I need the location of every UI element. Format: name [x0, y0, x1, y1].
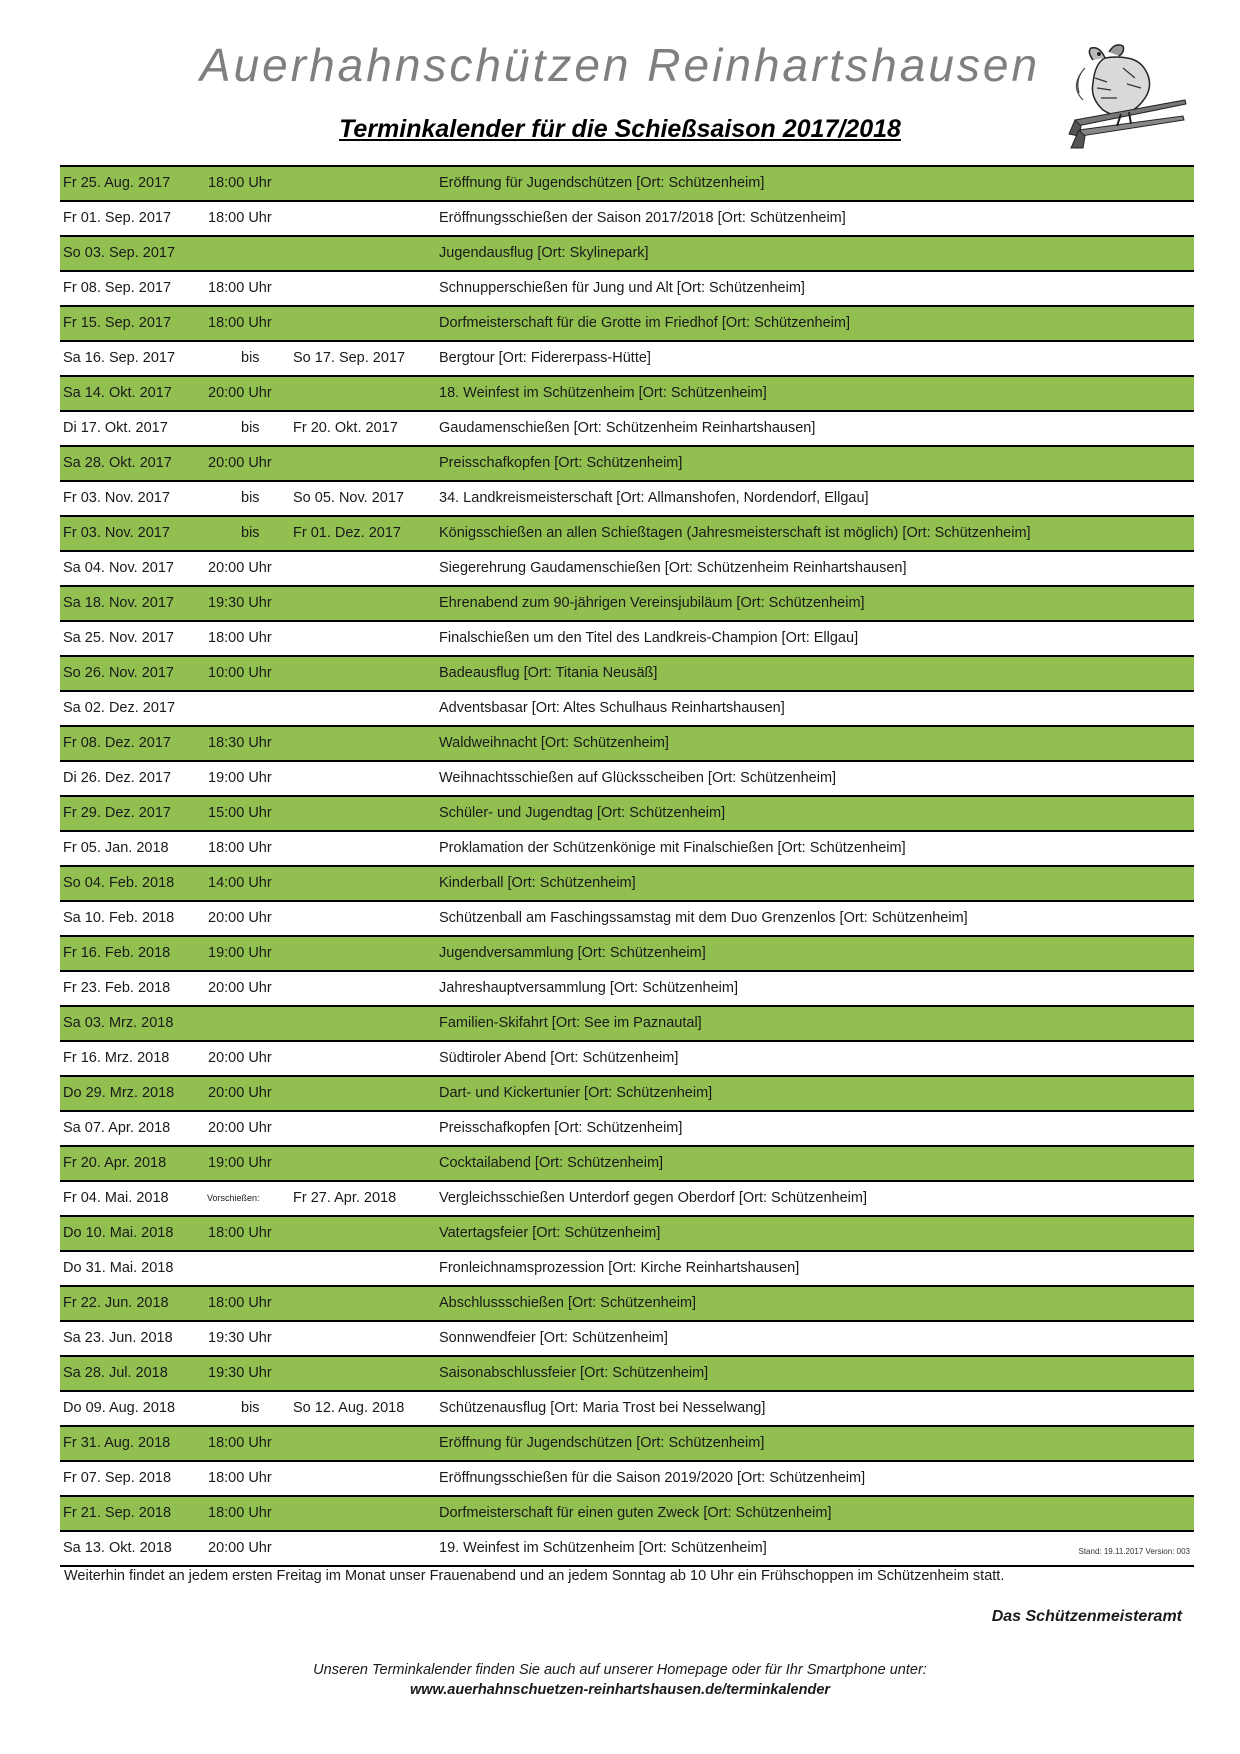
event-date: Fr 08. Sep. 2017 — [63, 280, 172, 296]
event-date: So 04. Feb. 2018 — [63, 875, 175, 891]
event-date: Di 17. Okt. 2017 — [63, 420, 168, 436]
event-row — [60, 1042, 1194, 1077]
event-description: Cocktailabend [Ort: Schützenheim] — [439, 1155, 664, 1171]
event-description: Königsschießen an allen Schießtagen (Jahresmeisterschaft ist möglich) [Ort: Schützenheim] — [439, 525, 1031, 541]
event-description: Fronleichnamsprozession [Ort: Kirche Reinhartshausen] — [439, 1260, 800, 1276]
event-date: Fr 31. Aug. 2018 — [63, 1435, 171, 1451]
event-row — [60, 1497, 1194, 1532]
event-time: 18:00 Uhr — [208, 1470, 272, 1486]
event-date: Fr 15. Sep. 2017 — [63, 315, 172, 331]
event-time: Vorschießen: — [207, 1193, 260, 1203]
event-time: 19:30 Uhr — [208, 1365, 272, 1381]
event-description: Preisschafkopfen [Ort: Schützenheim] — [439, 455, 683, 471]
event-date: Sa 25. Nov. 2017 — [63, 630, 174, 646]
event-description: Weihnachtsschießen auf Glücksscheiben [Ort: Schützenheim] — [439, 770, 837, 786]
event-row — [60, 447, 1194, 482]
event-time: 18:00 Uhr — [208, 315, 272, 331]
event-date: Sa 14. Okt. 2017 — [63, 385, 172, 401]
event-date: Fr 16. Mrz. 2018 — [63, 1050, 170, 1066]
event-time: bis — [241, 350, 260, 366]
footer-text: Unseren Terminkalender finden Sie auch auf unserer Homepage oder für Ihr Smartphone unter: — [313, 1662, 927, 1678]
event-description: Schüler- und Jugendtag [Ort: Schützenheim] — [439, 805, 726, 821]
event-description: 18. Weinfest im Schützenheim [Ort: Schützenheim] — [439, 385, 767, 401]
event-date: Fr 07. Sep. 2018 — [63, 1470, 172, 1486]
event-description: Vatertagsfeier [Ort: Schützenheim] — [439, 1225, 661, 1241]
event-time: 20:00 Uhr — [208, 980, 272, 996]
event-description: Familien-Skifahrt [Ort: See im Paznautal] — [439, 1015, 702, 1031]
event-end-date: So 05. Nov. 2017 — [293, 490, 404, 506]
event-row — [60, 902, 1194, 937]
event-row — [60, 832, 1194, 867]
event-description: Abschlussschießen [Ort: Schützenheim] — [439, 1295, 697, 1311]
event-end-date: So 12. Aug. 2018 — [293, 1400, 405, 1416]
event-date: Sa 04. Nov. 2017 — [63, 560, 174, 576]
event-description: Eröffnung für Jugendschützen [Ort: Schützenheim] — [439, 1435, 765, 1451]
event-time: 18:00 Uhr — [208, 1435, 272, 1451]
event-description: Südtiroler Abend [Ort: Schützenheim] — [439, 1050, 679, 1066]
event-row — [60, 342, 1194, 377]
note-text: Weiterhin findet an jedem ersten Freitag im Monat unser Frauenabend und an jedem Sonntag ab 10 Uhr ein Frühschoppen im Schützenheim statt. — [64, 1568, 1005, 1584]
event-description: Jahreshauptversammlung [Ort: Schützenheim] — [439, 980, 738, 996]
event-row — [60, 762, 1194, 797]
event-row — [60, 517, 1194, 552]
event-time: 20:00 Uhr — [208, 910, 272, 926]
event-description: Finalschießen um den Titel des Landkreis-Champion [Ort: Ellgau] — [439, 630, 859, 646]
event-description: Gaudamenschießen [Ort: Schützenheim Reinhartshausen] — [439, 420, 816, 436]
footer-url[interactable]: www.auerhahnschuetzen-reinhartshausen.de/terminkalender — [409, 1682, 831, 1698]
event-time: 20:00 Uhr — [208, 560, 272, 576]
event-date: Fr 20. Apr. 2018 — [63, 1155, 167, 1171]
club-title: Auerhahnschützen Reinhartshausen — [199, 39, 1041, 91]
event-row — [60, 1322, 1194, 1357]
stand-version: Stand: 19.11.2017 Version: 003 — [1078, 1547, 1190, 1556]
event-date: Sa 18. Nov. 2017 — [63, 595, 174, 611]
event-description: 19. Weinfest im Schützenheim [Ort: Schützenheim] — [439, 1540, 767, 1556]
event-time: 18:00 Uhr — [208, 280, 272, 296]
event-row — [60, 377, 1194, 412]
event-description: Jugendversammlung [Ort: Schützenheim] — [439, 945, 706, 961]
event-time: 14:00 Uhr — [208, 875, 272, 891]
event-row — [60, 1287, 1194, 1322]
event-time: 19:30 Uhr — [208, 1330, 272, 1346]
event-description: Schützenausflug [Ort: Maria Trost bei Nesselwang] — [439, 1400, 766, 1416]
event-date: Fr 29. Dez. 2017 — [63, 805, 171, 821]
event-date: Sa 10. Feb. 2018 — [63, 910, 175, 926]
event-row — [60, 1462, 1194, 1497]
event-time: 19:00 Uhr — [208, 770, 272, 786]
event-description: Dart- und Kickertunier [Ort: Schützenheim] — [439, 1085, 713, 1101]
event-time: 19:00 Uhr — [208, 945, 272, 961]
event-date: Fr 22. Jun. 2018 — [63, 1295, 169, 1311]
event-description: 34. Landkreismeisterschaft [Ort: Allmanshofen, Nordendorf, Ellgau] — [439, 490, 869, 506]
event-description: Badeausflug [Ort: Titania Neusäß] — [439, 665, 658, 681]
event-row — [60, 1392, 1194, 1427]
event-row — [60, 657, 1194, 692]
event-date: Sa 28. Jul. 2018 — [63, 1365, 168, 1381]
event-description: Dorfmeisterschaft für die Grotte im Friedhof [Ort: Schützenheim] — [439, 315, 850, 331]
event-row — [60, 412, 1194, 447]
event-row — [60, 1182, 1194, 1217]
event-date: Fr 04. Mai. 2018 — [63, 1190, 169, 1206]
event-description: Adventsbasar [Ort: Altes Schulhaus Reinhartshausen] — [439, 700, 785, 716]
event-time: bis — [241, 1400, 260, 1416]
event-row — [60, 972, 1194, 1007]
event-row — [60, 272, 1194, 307]
event-date: Sa 23. Jun. 2018 — [63, 1330, 173, 1346]
event-time: 18:00 Uhr — [208, 210, 272, 226]
event-date: Sa 02. Dez. 2017 — [63, 700, 176, 716]
event-date: So 03. Sep. 2017 — [63, 245, 176, 261]
event-row — [60, 1077, 1194, 1112]
event-time: 18:30 Uhr — [208, 735, 272, 751]
event-end-date: Fr 20. Okt. 2017 — [293, 420, 398, 436]
event-row — [60, 867, 1194, 902]
event-row — [60, 727, 1194, 762]
event-description: Schützenball am Faschingssamstag mit dem Duo Grenzenlos [Ort: Schützenheim] — [439, 910, 968, 926]
event-description: Proklamation der Schützenkönige mit Finalschießen [Ort: Schützenheim] — [439, 840, 906, 856]
event-description: Siegerehrung Gaudamenschießen [Ort: Schützenheim Reinhartshausen] — [439, 560, 907, 576]
event-end-date: Fr 27. Apr. 2018 — [293, 1190, 397, 1206]
event-time: 10:00 Uhr — [208, 665, 272, 681]
event-row — [60, 937, 1194, 972]
event-description: Kinderball [Ort: Schützenheim] — [439, 875, 636, 891]
event-time: 20:00 Uhr — [208, 455, 272, 471]
calendar-subtitle: Terminkalender für die Schießsaison 2017/2018 — [339, 115, 901, 143]
event-row — [60, 1532, 1194, 1567]
event-description: Eröffnungsschießen der Saison 2017/2018 [Ort: Schützenheim] — [439, 210, 846, 226]
event-time: 18:00 Uhr — [208, 1295, 272, 1311]
signature: Das Schützenmeisteramt — [991, 1608, 1182, 1625]
event-time: 20:00 Uhr — [208, 1085, 272, 1101]
event-time: 20:00 Uhr — [208, 1120, 272, 1136]
event-row — [60, 1147, 1194, 1182]
event-row — [60, 482, 1194, 517]
event-row — [60, 797, 1194, 832]
event-time: 18:00 Uhr — [208, 175, 272, 191]
event-description: Eröffnungsschießen für die Saison 2019/2020 [Ort: Schützenheim] — [439, 1470, 866, 1486]
event-row — [60, 1252, 1194, 1287]
event-time: 19:00 Uhr — [208, 1155, 272, 1171]
event-date: Fr 05. Jan. 2018 — [63, 840, 169, 856]
event-date: Do 09. Aug. 2018 — [63, 1400, 176, 1416]
event-end-date: Fr 01. Dez. 2017 — [293, 525, 401, 541]
event-time: 20:00 Uhr — [208, 1050, 272, 1066]
event-row — [60, 307, 1194, 342]
event-row — [60, 237, 1194, 272]
event-description: Schnupperschießen für Jung und Alt [Ort: Schützenheim] — [439, 280, 805, 296]
event-time: 20:00 Uhr — [208, 385, 272, 401]
event-row — [60, 692, 1194, 727]
event-time: 18:00 Uhr — [208, 1225, 272, 1241]
footer — [0, 1660, 1240, 1700]
event-date: Do 29. Mrz. 2018 — [63, 1085, 175, 1101]
event-time: 18:00 Uhr — [208, 840, 272, 856]
event-row — [60, 622, 1194, 657]
event-date: Do 10. Mai. 2018 — [63, 1225, 174, 1241]
event-time: bis — [241, 420, 260, 436]
event-row — [60, 587, 1194, 622]
event-description: Dorfmeisterschaft für einen guten Zweck [Ort: Schützenheim] — [439, 1505, 832, 1521]
event-date: Fr 16. Feb. 2018 — [63, 945, 171, 961]
event-date: Fr 03. Nov. 2017 — [63, 490, 170, 506]
event-date: Di 26. Dez. 2017 — [63, 770, 172, 786]
event-row — [60, 1357, 1194, 1392]
event-time: 15:00 Uhr — [208, 805, 272, 821]
event-description: Vergleichsschießen Unterdorf gegen Oberdorf [Ort: Schützenheim] — [439, 1190, 867, 1206]
event-date: Fr 08. Dez. 2017 — [63, 735, 171, 751]
event-end-date: So 17. Sep. 2017 — [293, 350, 406, 366]
event-date: Fr 25. Aug. 2017 — [63, 175, 171, 191]
event-description: Bergtour [Ort: Fidererpass-Hütte] — [439, 350, 651, 366]
event-time: 18:00 Uhr — [208, 630, 272, 646]
event-row — [60, 202, 1194, 237]
schedule-table — [60, 165, 1194, 1567]
event-date: Sa 07. Apr. 2018 — [63, 1120, 171, 1136]
event-date: Sa 03. Mrz. 2018 — [63, 1015, 174, 1031]
event-description: Sonnwendfeier [Ort: Schützenheim] — [439, 1330, 668, 1346]
event-time: bis — [241, 490, 260, 506]
event-date: Sa 16. Sep. 2017 — [63, 350, 176, 366]
event-date: Fr 21. Sep. 2018 — [63, 1505, 172, 1521]
event-date: Fr 01. Sep. 2017 — [63, 210, 172, 226]
event-description: Eröffnung für Jugendschützen [Ort: Schützenheim] — [439, 175, 765, 191]
event-row — [60, 1007, 1194, 1042]
event-date: Fr 23. Feb. 2018 — [63, 980, 171, 996]
event-date: Do 31. Mai. 2018 — [63, 1260, 174, 1276]
event-time: bis — [241, 525, 260, 541]
event-description: Preisschafkopfen [Ort: Schützenheim] — [439, 1120, 683, 1136]
event-description: Saisonabschlussfeier [Ort: Schützenheim] — [439, 1365, 709, 1381]
event-row — [60, 1217, 1194, 1252]
event-row — [60, 167, 1194, 202]
event-description: Ehrenabend zum 90-jährigen Vereinsjubiläum [Ort: Schützenheim] — [439, 595, 865, 611]
event-row — [60, 1427, 1194, 1462]
event-date: Sa 13. Okt. 2018 — [63, 1540, 172, 1556]
event-time: 18:00 Uhr — [208, 1505, 272, 1521]
event-row — [60, 552, 1194, 587]
event-time: 19:30 Uhr — [208, 595, 272, 611]
event-row — [60, 1112, 1194, 1147]
event-time: 20:00 Uhr — [208, 1540, 272, 1556]
event-description: Waldweihnacht [Ort: Schützenheim] — [439, 735, 669, 751]
event-date: Fr 03. Nov. 2017 — [63, 525, 170, 541]
event-date: So 26. Nov. 2017 — [63, 665, 174, 681]
event-date: Sa 28. Okt. 2017 — [63, 455, 172, 471]
event-description: Jugendausflug [Ort: Skylinepark] — [439, 245, 649, 261]
